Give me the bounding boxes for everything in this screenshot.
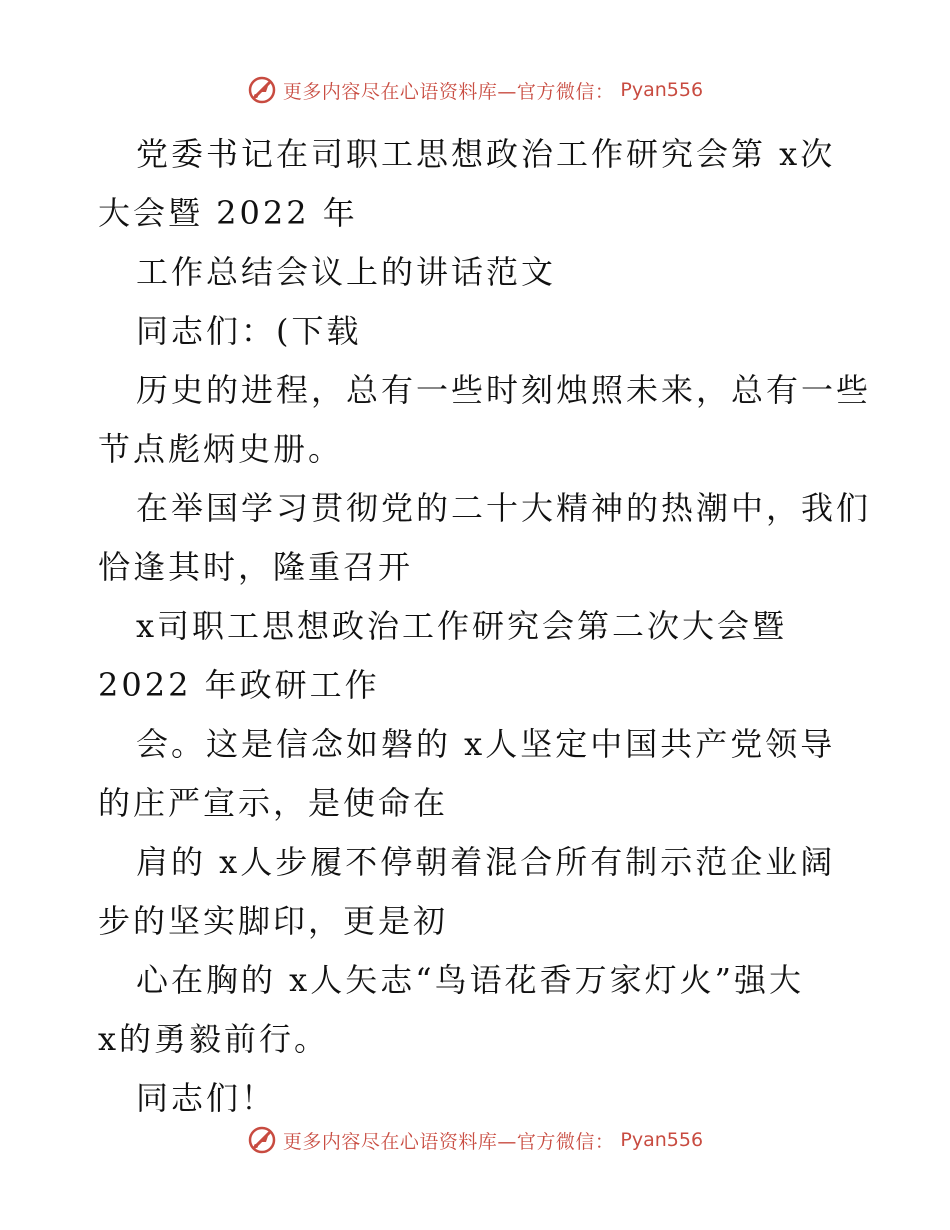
- document-line: 肩的 x人步履不停朝着混合所有制示范企业阔: [136, 843, 836, 881]
- document-line: 在举国学习贯彻党的二十大精神的热潮中，我们: [136, 489, 872, 527]
- document-line: x司职工思想政治工作研究会第二次大会暨: [136, 607, 788, 645]
- document-line: 党委书记在司职工思想政治工作研究会第 x次: [136, 135, 836, 173]
- watermark-text: 更多内容尽在心语资料库—官方微信：: [282, 80, 615, 103]
- header-watermark: [0, 72, 950, 108]
- watermark-wechat-id: Pyan556: [620, 79, 704, 101]
- feather-pen-logo-icon: [247, 1125, 277, 1155]
- document-line: 的庄严宣示，是使命在: [98, 784, 449, 822]
- document-line: x的勇毅前行。: [98, 1020, 330, 1058]
- document-line: 会。这是信念如磐的 x人坚定中国共产党领导: [136, 725, 836, 763]
- document-line: 节点彪炳史册。: [98, 430, 344, 468]
- document-line: 步的坚实脚印，更是初: [98, 902, 449, 940]
- document-body: [98, 125, 872, 1128]
- document-line: 恰逢其时，隆重召开: [98, 548, 414, 586]
- document-line: 历史的进程，总有一些时刻烛照未来，总有一些: [136, 371, 872, 409]
- document-line: 2022 年政研工作: [98, 666, 380, 704]
- feather-pen-logo-icon: [247, 75, 277, 105]
- document-line: 大会暨 2022 年: [98, 194, 358, 232]
- document-line: 同志们！: [136, 1079, 277, 1117]
- document-line: 同志们：(下载: [136, 312, 362, 350]
- document-line: 工作总结会议上的讲话范文: [136, 253, 557, 291]
- watermark-wechat-id: Pyan556: [620, 1129, 704, 1151]
- document-line: 心在胸的 x人矢志“鸟语花香万家灯火”强大: [136, 961, 804, 999]
- footer-watermark: [0, 1122, 950, 1158]
- watermark-text: 更多内容尽在心语资料库—官方微信：: [282, 1130, 615, 1153]
